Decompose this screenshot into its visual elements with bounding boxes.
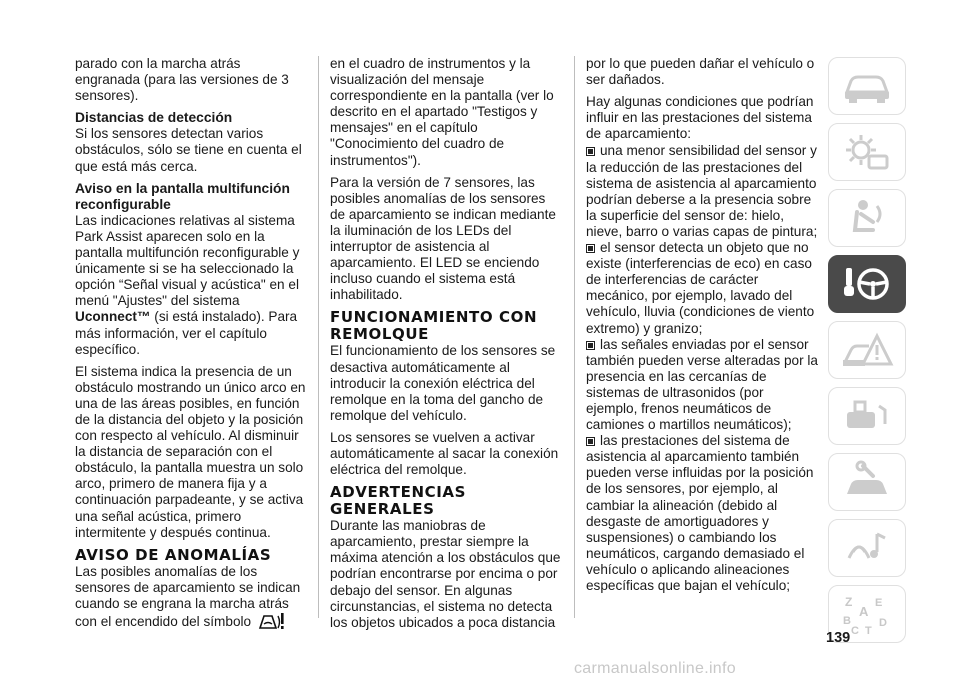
key-steering-wheel-icon [839,262,895,306]
column-divider [318,56,319,618]
paragraph: Para la versión de 7 sensores, las posibles anomalías de los sensores de aparcamiento se indican mediante la iluminación de los LEDs del interruptor de asistencia al aparcamiento. El LED se enciendo incluso cuando el sistema está inhabilitado. [330,174,556,303]
paragraph [75,564,307,634]
wrench-car-icon [839,460,895,504]
bullet-item [586,433,818,594]
text-column-3 [586,56,818,594]
svg-text:C: C [851,625,859,636]
paragraph: Durante las maniobras de aparcamiento, prestar siempre la máxima atención a los obstáculos que podrían encontrarse por encima o por debajo del sensor. En algunas circunstancias, el sistema no detecta los objetos ubicados a poca distancia [330,518,561,630]
chapter-heading: FUNCIONAMIENTO CON REMOLQUE [330,308,538,344]
bullet-item [586,337,818,434]
svg-text:E: E [875,597,883,609]
dashboard-lights-icon [839,130,895,174]
paragraph-text: Las indicaciones relativas al sistema Park Assist aparecen solo en la pantalla multifunción reconfigurable y únicamente si se ha seleccionado la opción “Señal visual y acústica" en el menú "Ajustes" del sistema [75,212,300,309]
multimedia-navigation-icon [839,526,895,570]
tab-seat-airbag[interactable] [828,189,906,247]
watermark: carmanualsonline.info [574,660,736,677]
tab-key-steering[interactable] [828,255,906,313]
warning-triangle-car-icon [839,328,895,372]
bullet-item [586,143,818,240]
paragraph: por lo que pueden dañar el vehículo o ser dañados. [586,56,815,88]
seat-airbag-icon [839,196,895,240]
paragraph: en el cuadro de instrumentos y la visualización del mensaje correspondiente en la pantalla (ver lo descrito en el apartado "Testigos y mensajes" en el capítulo "Conocimiento del cuadro de instrumentos"). [330,56,554,168]
fuel-pump-icon [839,394,895,438]
paragraph: Si los sensores detectan varios obstáculos, sólo se tiene en cuenta el que está más cerca. [75,126,302,174]
uconnect-brand: Uconnect™ [75,309,151,325]
car-icon [839,64,895,108]
svg-text:T: T [865,625,872,636]
bullet-item [586,240,818,337]
section-heading: Distancias de detección [75,110,233,126]
bullet-text: las prestaciones del sistema de asistencia al aparcamiento también pueden verse influidas por la posición de los sensores, por ejemplo, al cambiar la alineación (debido al desgaste de amortiguadores y suspensiones) o cambiando los neumáticos, cargando demasiado el vehículo o aplicando alineaciones específicas que bajan el vehículo; [586,433,814,593]
paragraph-text: Las posibles anomalías de los sensores de aparcamiento se indican cuando se engrana la marcha atrás con el encendido del símbolo [75,563,301,629]
chapter-tabs [828,57,906,651]
paragraph: El sistema indica la presencia de un obstáculo mostrando un único arco en una de las áreas posibles, en función de la distancia del objeto y la posición con respecto al vehículo. Al disminuir la distancia de separación con el obstáculo, la pantalla muestra un solo arco, primero de manera fija y a continuación parpadeante, y se activa una señal acústica, primero intermitente y después continua. [75,363,306,540]
bullet-text: una menor sensibilidad del sensor y la reducción de las prestaciones del sistema de asistencia al aparcamiento podrían deberse a la presencia sobre la superficie del sensor de: hielo, nieve, barro o varias capas de pintura; [586,143,818,239]
tab-car[interactable] [828,57,906,115]
paragraph: Los sensores se vuelven a activar automáticamente al sacar la conexión eléctrica del remolque. [330,429,559,478]
chapter-heading: AVISO DE ANOMALÍAS [75,545,272,564]
section-heading: Aviso en la pantalla multifunción reconfigurable [75,180,290,212]
svg-text:Z: Z [845,595,853,609]
paragraph [75,213,307,358]
chapter-heading: ADVERTENCIAS GENERALES [330,483,467,519]
tab-warning[interactable] [828,321,906,379]
park-sensor-warning-icon [258,612,286,634]
column-divider [574,56,575,618]
bullet-text: las señales enviadas por el sensor también pueden verse alteradas por la presencia en las cercanías de sistemas de ultrasonidos (por ejemplo, frenos neumáticos de camiones o martillos neumáticos); [586,336,818,433]
paragraph: Hay algunas condiciones que podrían influir en las prestaciones del sistema de aparcamiento: [586,94,814,142]
text-column-1 [75,56,307,640]
bullet-icon [586,147,595,156]
paragraph: parado con la marcha atrás engranada (para las versiones de 3 sensores). [75,56,289,104]
page-number: 139 [826,630,851,646]
tab-service[interactable] [828,453,906,511]
tab-dashboard-lights[interactable] [828,123,906,181]
paragraph: El funcionamiento de los sensores se desactiva automáticamente al introducir la conexión eléctrica del remolque en la toma del gancho de remolque del vehículo. [330,343,556,423]
paragraph-text: (si está instalado). Para más información, ver el capítulo específico. [75,309,298,357]
bullet-icon [586,244,595,253]
bullet-icon [586,341,595,350]
bullet-icon [586,437,595,446]
svg-text:D: D [879,617,887,629]
svg-text:A: A [859,604,869,619]
text-column-2 [330,56,562,637]
tab-multimedia[interactable] [828,519,906,577]
bullet-text: el sensor detecta un objeto que no existe (interferencias de eco) en caso de interferencias de carácter mecánico, por ejemplo, lavado del vehículo, lluvia (condiciones de viento extremo) y granizo; [586,240,815,336]
svg-text:B: B [843,615,851,627]
tab-fuel[interactable] [828,387,906,445]
